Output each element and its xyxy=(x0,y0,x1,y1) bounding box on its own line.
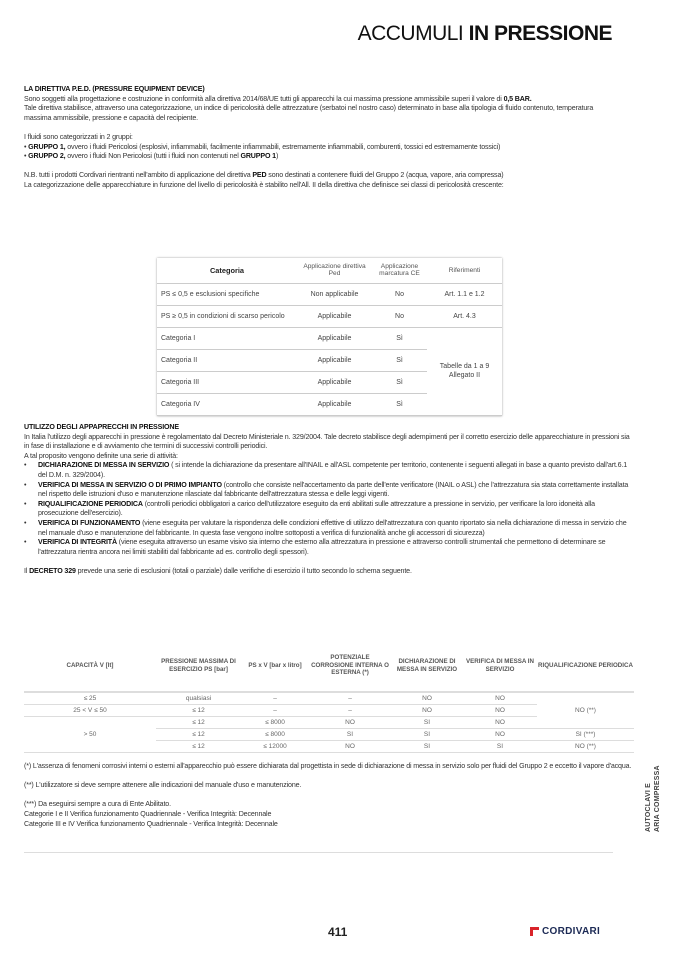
column-header: PRESSIONE MASSIMA DI ESERCIZIO PS [bar] xyxy=(156,640,241,692)
cell: NO xyxy=(309,716,391,728)
paragraph: Tale direttiva stabilisce, attraverso una categorizzazione, un indice di pericolosità delle attrezzature (serbatoi nel nostro caso) determinato in base alla tipologia di fluido contenuto, temperatura massima ammissibile, pressione e capacità del recipiente. xyxy=(24,104,594,122)
table-row xyxy=(157,305,502,327)
cell: ≤ 25 xyxy=(24,692,156,704)
title-bold: IN PRESSIONE xyxy=(468,22,612,45)
table-row xyxy=(24,692,634,704)
cell: ≤ 12 xyxy=(156,728,241,740)
cordivari-logo xyxy=(530,926,600,937)
ped-section xyxy=(24,85,614,191)
cell: SI xyxy=(463,740,537,752)
cell: – xyxy=(241,704,309,716)
paragraph: In Italia l'utilizzo degli apparecchi in pressione è regolamentato dal Decreto Ministeriale n. 329/2004. Tale decreto stabilisce degli adempimenti per il corretto esercizio delle apparecchiature in pressioni sia in fase di installazione e di avviamento che termini di successivi controlli periodici. xyxy=(24,432,630,451)
cell: SI xyxy=(391,728,463,740)
cell: ≤ 8000 xyxy=(241,716,309,728)
column-header: PS x V [bar x litro] xyxy=(241,640,309,692)
cell: Categoria IV xyxy=(157,393,297,415)
cell: Sì xyxy=(372,349,427,371)
cell: Applicabile xyxy=(297,371,372,393)
group-2-item: • GRUPPO 2, ovvero i fluidi Non Pericolosi (tutti i fluidi non contenuti nel GRUPPO 1) xyxy=(24,152,279,161)
paragraph: La categorizzazione delle apparecchiature in funzione del livello di pericolosità è stabilito nell'All. II della direttiva che definisce sei classi di pericolosità crescente: xyxy=(24,180,504,189)
cell: Applicabile xyxy=(297,327,372,349)
cell: NO xyxy=(463,692,537,704)
cell: Sì xyxy=(372,393,427,415)
footnote: (**) L'utilizzatore si deve sempre attenere alle indicazioni del manuale d'uso e manutenzione. xyxy=(24,781,302,790)
cell: No xyxy=(372,305,427,327)
cell: Sì xyxy=(372,371,427,393)
table-row xyxy=(157,327,502,349)
logo-text: CORDIVARI xyxy=(542,926,601,937)
table-header-row xyxy=(157,258,502,283)
section-heading: LA DIRETTIVA P.E.D. (PRESSURE EQUIPMENT DEVICE) xyxy=(24,85,205,93)
cell: NO (**) xyxy=(537,740,634,752)
cell: – xyxy=(309,704,391,716)
table-row xyxy=(157,283,502,305)
list-item: • VERIFICA DI INTEGRITÀ (viene eseguita attraverso un esame visivo sia interno che esterno alla attrezzatura in pressione e attraverso controlli strumentali che permettono di determinare se l'attrezzatura rientra ancora nei limiti stabiliti dal fabbricante ad es. controllo degli spessori). xyxy=(24,538,606,556)
side-label: AUTOCLAVI E xyxy=(645,783,652,832)
column-header: Applicazione direttiva Ped xyxy=(297,258,372,283)
column-header: Riferimenti xyxy=(427,258,502,283)
cell: PS ≥ 0,5 in condizioni di scarso pericolo xyxy=(157,305,297,327)
footnote: (***) Da eseguirsi sempre a cura di Ente Abilitato. xyxy=(24,800,171,809)
cell: Categoria I xyxy=(157,327,297,349)
list-item: • VERIFICA DI FUNZIONAMENTO (viene eseguita per valutare la rispondenza delle condizioni effettive di utilizzo dell'attrezzatura con quanto riportato sia nella dichiarazione di messa in servizio che nel manuale d'uso e manutenzione del fabbricante. In questa fase vengono inoltre sottoposti a verifica di funzionalità anche gli accessori di sicurezza) xyxy=(24,518,627,537)
cell: > 50 xyxy=(24,716,156,752)
paragraph: Sono soggetti alla progettazione e costruzione in conformità alla direttiva 2014/68/UE tutti gli apparecchi la cui massima pressione ammissibile superi il valore di 0,5 BAR. xyxy=(24,94,532,103)
column-header: VERIFICA DI MESSA IN SERVIZIO xyxy=(463,640,537,692)
column-header: Applicazione marcatura CE xyxy=(372,258,427,283)
cell: NO xyxy=(463,704,537,716)
cell: No xyxy=(372,283,427,305)
footnotes xyxy=(24,762,634,829)
cell: NO xyxy=(391,704,463,716)
note-paragraph: N.B. tutti i prodotti Cordivari rientranti nell'ambito di applicazione del direttiva PED sono destinati a contenere fluidi del Gruppo 2 (acqua, vapore, aria compressa) xyxy=(24,171,504,180)
cell: 25 < V ≤ 50 xyxy=(24,704,156,716)
paragraph: A tal proposito vengono definite una serie di attività: xyxy=(24,451,178,460)
paragraph: I fluidi sono categorizzati in 2 gruppi: xyxy=(24,132,133,141)
usage-section xyxy=(24,423,634,577)
cell: Applicabile xyxy=(297,305,372,327)
cell: Applicabile xyxy=(297,393,372,415)
cell: – xyxy=(309,692,391,704)
cell: qualsiasi xyxy=(156,692,241,704)
cell: Tabelle da 1 a 9 Allegato II xyxy=(427,327,502,415)
footnote: Categorie I e II Verifica funzionamento Quadriennale - Verifica Integrità: Decennale xyxy=(24,809,272,818)
column-header: POTENZIALE CORROSIONE INTERNA O ESTERNA (*) xyxy=(309,640,391,692)
ped-category-table xyxy=(157,258,502,416)
cell: NO xyxy=(463,716,537,728)
cell: Non applicabile xyxy=(297,283,372,305)
cell: ≤ 12 xyxy=(156,716,241,728)
group-1-item: • GRUPPO 1, ovvero i fluidi Pericolosi (esplosivi, infiammabili, facilmente infiammabili, estremamente infiammabili, comburenti, tossici ed estremamente tossici) xyxy=(24,142,501,151)
paragraph: Il DECRETO 329 prevede una serie di esclusioni (totali o parziale) dalle verifiche di esercizio il tutto secondo lo schema seguente. xyxy=(24,566,412,575)
cell: Art. 4.3 xyxy=(427,305,502,327)
cell: NO xyxy=(463,728,537,740)
cell: ≤ 8000 xyxy=(241,728,309,740)
cell: NO xyxy=(309,740,391,752)
cell: SI (***) xyxy=(537,728,634,740)
footnote: (*) L'assenza di fenomeni corrosivi interni o esterni all'apparecchio può essere dichiarata dal progettista in sede di dichiarazione di messa in servizio solo per fluidi del Gruppo 2 e eccetto il vapore d'acqua. xyxy=(24,762,632,770)
cell: Categoria III xyxy=(157,371,297,393)
footnote: Categorie III e IV Verifica funzionamento Quadriennale - Verifica Integrità: Decennale xyxy=(24,819,278,828)
cell: ≤ 12 xyxy=(156,704,241,716)
title-light: ACCUMULI xyxy=(357,22,464,45)
cell: Art. 1.1 e 1.2 xyxy=(427,283,502,305)
side-label: ARIA COMPRESSA xyxy=(654,765,661,832)
logo-mark-icon xyxy=(530,927,539,936)
cell: Applicabile xyxy=(297,349,372,371)
page-number: 411 xyxy=(328,925,348,939)
cell: ≤ 12000 xyxy=(241,740,309,752)
exclusions-table xyxy=(24,640,634,753)
column-header: RIQUALIFICAZIONE PERIODICA xyxy=(537,640,634,692)
page-title xyxy=(358,22,612,46)
cell: – xyxy=(241,692,309,704)
column-header: CAPACITÀ V [lt] xyxy=(24,640,156,692)
section-side-tab xyxy=(640,765,670,840)
list-item: • DICHIARAZIONE DI MESSA IN SERVIZIO ( si intende la dichiarazione da presentare all'INAIL e all'ASL competente per territorio, contenente i seguenti allegati in base a quanto previsto dall'art.6.1 del D.M. n. 329/2004). xyxy=(24,461,627,479)
list-item: • RIQUALIFICAZIONE PERIODICA (controlli periodici obbligatori a carico dell'utilizzatore eseguito da enti abilitati sulle attrezzature a pressione in servizio, per verificare la loro idoneità alla prosecuzione dell'esercizio). xyxy=(24,499,595,518)
cell: SI xyxy=(391,716,463,728)
table-header-row xyxy=(24,640,634,692)
cell: ≤ 12 xyxy=(156,740,241,752)
cell: NO (**) xyxy=(537,692,634,728)
divider xyxy=(24,852,613,853)
section-heading: UTILIZZO DEGLI APPAPRECCHI IN PRESSIONE xyxy=(24,423,179,431)
column-header: Categoria xyxy=(157,258,297,283)
list-item: • VERIFICA DI MESSA IN SERVIZIO O DI PRIMO IMPIANTO (controllo che consiste nell'accertamento da parte dell'ente verificatore (INAIL o ASL) che l'attrezzatura sia stata correttamente installata nel rispetto delle istruzioni d'uso e manutenzione rilasciate dal fabbricante dell'attrezzatura stessa e delle leggi vigenti. xyxy=(24,480,629,499)
cell: SI xyxy=(391,740,463,752)
cell: Sì xyxy=(372,327,427,349)
cell: NO xyxy=(391,692,463,704)
column-header: DICHIARAZIONE DI MESSA IN SERVIZIO xyxy=(391,640,463,692)
cell: PS ≤ 0,5 e esclusioni specifiche xyxy=(157,283,297,305)
cell: Categoria II xyxy=(157,349,297,371)
cell: SI xyxy=(309,728,391,740)
